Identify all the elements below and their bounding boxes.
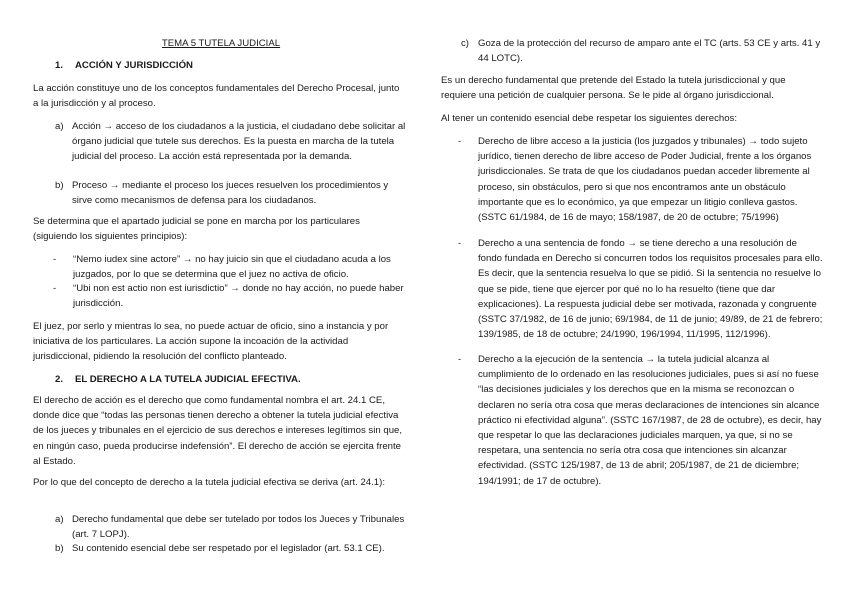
paragraph-principios: Se determina que el apartado judicial se pone en marcha por los particulares (siguiendo los siguientes principios): bbox=[33, 216, 360, 243]
list-marker: - bbox=[53, 254, 57, 265]
heading-text: EL DERECHO A LA TUTELA JUDICIAL EFECTIVA. bbox=[75, 374, 301, 385]
page-title: TEMA 5 TUTELA JUDICIAL bbox=[161, 38, 281, 49]
list-marker: - bbox=[458, 238, 462, 249]
heading-number: 1. bbox=[55, 60, 64, 71]
list-item-text: Acción → acceso de los ciudadanos a la justicia, el ciudadano debe solicitar al órgano judicial que tutele sus derechos. Es la puesta en marcha de la tutela judicial del proceso. La acción está representada por la demanda. bbox=[72, 121, 406, 163]
list-item bbox=[458, 236, 823, 342]
list-item bbox=[458, 134, 823, 225]
heading-accion-jurisdiccion bbox=[55, 58, 193, 73]
list-item bbox=[55, 119, 406, 165]
paragraph-derecho-accion: El derecho de acción es el derecho que como fundamental nombra el art. 24.1 CE, donde dice que “todas las personas tienen derecho a obtener la tutela judicial efectiva de los jueces y tribunales en el ejercicio de sus derechos e intereses legítimos sin que, en ningún caso, pueda producirse indefensión”. El derecho de acción se ejercita frente al Estado. bbox=[33, 395, 403, 467]
list-item bbox=[53, 252, 405, 282]
paragraph-contenido-esencial: Al tener un contenido esencial debe respetar los siguientes derechos: bbox=[441, 113, 737, 124]
list-item bbox=[461, 36, 822, 66]
paragraph-concepto: Por lo que del concepto de derecho a la tutela judicial efectiva se deriva (art. 24.1): bbox=[33, 477, 385, 488]
list-item bbox=[53, 281, 405, 311]
list-item-text: Derecho fundamental que debe ser tutelado por todos los Jueces y Tribunales (art. 7 LOPJ). bbox=[72, 514, 405, 541]
paragraph-derecho-fundamental: Es un derecho fundamental que pretende del Estado la tutela jurisdiccional y que requiere una petición de cualquier persona. Se le pide al órgano jurisdiccional. bbox=[441, 75, 786, 102]
list-item-text: Derecho de libre acceso a la justicia (los juzgados y tribunales) → todo sujeto jurídico, tienen derecho de libre acceso de Poder Judicial, frente a los órganos jurisdiccionales. Se trata de que los ciudadanos puedan acceder libremente al proceso, sin obstáculos, pero si que nos encontramos ante un obstáculo importante que es lo económico, ya que empezar un litigio conlleva gastos. (SSTC 61/1984, de 16 de mayo; 158/1987, de 20 de octubre; 75/1996) bbox=[478, 136, 812, 224]
list-marker: - bbox=[53, 283, 57, 294]
list-item-text: “Ubi non est actio non est iurisdictio” → donde no hay acción, no puede haber jurisdicción. bbox=[73, 283, 404, 310]
heading-tutela-judicial bbox=[55, 372, 301, 387]
list-item bbox=[458, 352, 823, 489]
list-item-text: Derecho a la ejecución de la sentencia → la tutela judicial alcanza al cumplimiento de lo ordenado en las resoluciones judiciales, pues si así no fuese “las decisiones judiciales y los derechos que en la misma se reconozcan o declaren no sería otra cosa que meras declaraciones de intenciones sin alcance práctico ni efectividad alguna”. (SSTC 167/1987, de 28 de octubre), es decir, hay que respetar lo que las declaraciones judiciales marquen, ya que, si no se respetara, una sentencia no sería otra cosa que intenciones sin alcanzar efectividad. (SSTC 125/1987, de 13 de abril; 205/1987, de 21 de diciembre; 194/1991; de 17 de octubre). bbox=[478, 354, 822, 487]
list-marker: - bbox=[458, 354, 462, 365]
list-marker: b) bbox=[55, 180, 64, 191]
list-item bbox=[55, 541, 406, 556]
list-marker: b) bbox=[55, 543, 64, 554]
list-marker: - bbox=[458, 136, 462, 147]
list-item-text: Derecho a una sentencia de fondo → se tiene derecho a una resolución de fondo fundada en Derecho si concurren todos los requisitos procesales para ello. Es decir, que la sentencia resuelva lo que se pidió. Si la sentencia no resuelve lo que se pide, tiene que ejercer por qué no lo ha resuelto (tiene que dar explicaciones). La respuesta judicial debe ser motivada, razonada y congruente (SSTC 37/1982, de 16 de junio; 69/1984, de 11 de junio; 49/89, de 21 de febrero; 139/1985, de 18 de octubre; 24/1990, 196/1994, 11/1995, 112/1996). bbox=[478, 238, 823, 341]
list-marker: c) bbox=[461, 38, 469, 49]
list-marker: a) bbox=[55, 121, 64, 132]
list-item bbox=[55, 512, 406, 542]
paragraph-juez: El juez, por serlo y mientras lo sea, no puede actuar de oficio, sino a instancia y por iniciativa de los particulares. La acción supone la incoación de la actividad jurisdiccional, pidiendo la resolución del conflicto planteado. bbox=[33, 321, 389, 363]
heading-number: 2. bbox=[55, 374, 64, 385]
list-item-text: “Nemo iudex sine actore” → no hay juicio sin que el ciudadano acuda a los juzgados, por lo que se determina que el juez no activa de oficio. bbox=[73, 254, 391, 281]
heading-text: ACCIÓN Y JURISDICCIÓN bbox=[75, 60, 193, 71]
paragraph-intro-accion: La acción constituye uno de los conceptos fundamentales del Derecho Procesal, junto a la jurisdicción y al proceso. bbox=[33, 83, 400, 110]
list-item-text: Goza de la protección del recurso de amparo ante el TC (arts. 53 CE y arts. 41 y 44 LOTC). bbox=[478, 38, 821, 65]
list-item-text: Proceso → mediante el proceso los jueces resuelven los procedimientos y sirve como mecanismos de defensa para los ciudadanos. bbox=[72, 180, 389, 207]
list-marker: a) bbox=[55, 514, 64, 525]
list-item bbox=[55, 178, 406, 208]
list-item-text: Su contenido esencial debe ser respetado por el legislador (art. 53.1 CE). bbox=[72, 543, 385, 554]
